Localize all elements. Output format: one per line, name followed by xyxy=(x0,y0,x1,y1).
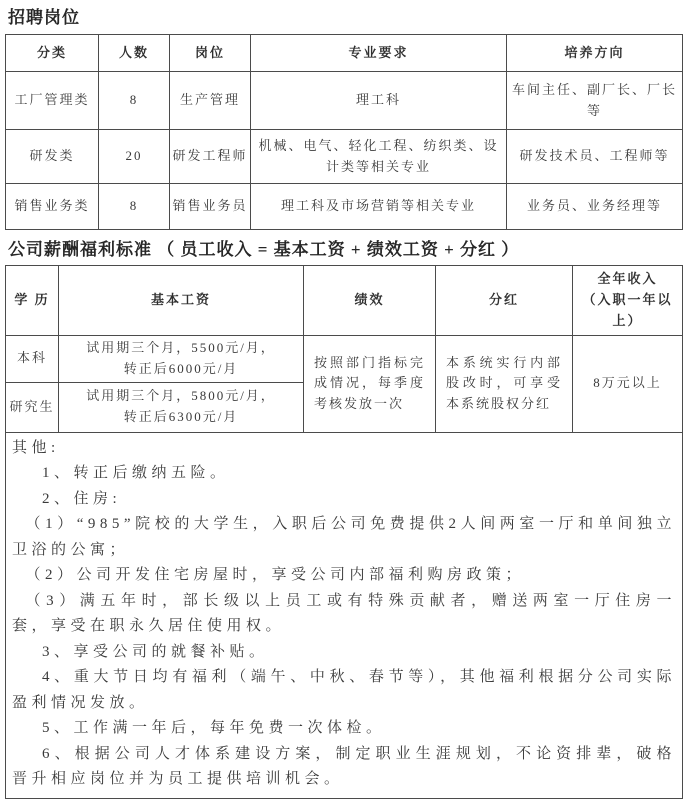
cell-category: 销售业务类 xyxy=(6,184,99,230)
cell-count: 8 xyxy=(99,72,170,130)
column-header-annual xyxy=(573,266,683,336)
column-header-degree: 学 历 xyxy=(6,266,59,336)
column-header-dividend: 分红 xyxy=(436,266,573,336)
cell-degree: 研究生 xyxy=(6,382,59,432)
annual-header-line1: 全年收入 xyxy=(597,271,658,287)
cell-major: 机械、电气、轻化工程、纺织类、设计类等相关专业 xyxy=(251,130,507,184)
others-item-1: 1、转正后缴纳五险。 xyxy=(42,465,230,482)
base-salary-line1: 试用期三个月，5800元/月， xyxy=(86,388,276,404)
cell-dividend: 本系统实行内部股改时，可享受本系统股权分红 xyxy=(436,336,573,433)
cell-major: 理工科及市场营销等相关专业 xyxy=(251,184,507,230)
table-row xyxy=(6,130,683,184)
cell-performance: 按照部门指标完成情况，每季度考核发放一次 xyxy=(304,336,436,433)
column-header-performance: 绩效 xyxy=(304,266,436,336)
cell-position: 销售业务员 xyxy=(170,184,251,230)
column-header-category: 分类 xyxy=(6,35,99,72)
others-item-2-2: （2）公司开发住宅房屋时，享受公司内部福利购房政策； xyxy=(25,567,526,584)
others-item-2-1: （1）“985”院校的大学生，入职后公司免费提供2人间两室一厅和单间独立卫浴的公寓； xyxy=(12,516,676,558)
cell-degree: 本科 xyxy=(6,336,59,383)
others-item-3: 3、享受公司的就餐补贴。 xyxy=(42,643,269,660)
others-item-4: 4、重大节日均有福利（端午、中秋、春节等），其他福利根据分公司实际盈利情况发放。 xyxy=(12,669,676,711)
cell-category: 工厂管理类 xyxy=(6,72,99,130)
base-salary-line2: 转正后6000元/月 xyxy=(123,360,239,376)
others-label: 其他: xyxy=(12,439,60,456)
section-title-salary: 公司薪酬福利标准 （ 员工收入 = 基本工资 + 绩效工资 + 分红 ） xyxy=(8,240,520,259)
table-row xyxy=(6,72,683,130)
cell-count: 8 xyxy=(99,184,170,230)
cell-annual-income: 8万元以上 xyxy=(573,336,683,433)
cell-others xyxy=(6,432,683,798)
cell-count: 20 xyxy=(99,130,170,184)
salary-table xyxy=(5,265,683,799)
cell-category: 研发类 xyxy=(6,130,99,184)
base-salary-line1: 试用期三个月，5500元/月， xyxy=(86,340,276,355)
table-row xyxy=(6,184,683,230)
page-title: 招聘岗位 xyxy=(8,8,80,27)
cell-base-salary xyxy=(59,382,304,432)
recruit-table xyxy=(5,34,683,230)
table-row xyxy=(6,336,683,383)
cell-direction: 业务员、业务经理等 xyxy=(507,184,683,230)
cell-base-salary xyxy=(59,336,304,383)
cell-direction: 研发技术员、工程师等 xyxy=(507,130,683,184)
cell-position: 研发工程师 xyxy=(170,130,251,184)
others-row xyxy=(6,432,683,798)
column-header-direction: 培养方向 xyxy=(507,35,683,72)
recruit-header-row xyxy=(6,35,683,72)
annual-header-line2: （入职一年以上） xyxy=(582,292,673,328)
cell-direction: 车间主任、副厂长、厂长等 xyxy=(507,72,683,130)
others-item-6: 6、根据公司人才体系建设方案，制定职业生涯规划，不论资排辈，破格晋升相应岗位并为员工提供培训机会。 xyxy=(12,745,676,788)
others-item-2: 2、住房: xyxy=(42,490,122,507)
cell-position: 生产管理 xyxy=(170,72,251,130)
base-salary-line2: 转正后6300元/月 xyxy=(123,409,239,425)
column-header-position: 岗位 xyxy=(170,35,251,72)
others-item-5: 5、工作满一年后，每年免费一次体检。 xyxy=(42,720,386,737)
others-item-2-3: （3）满五年时，部长级以上员工或有特殊贡献者，赠送两室一厅住房一套，享受在职永久居住使用权。 xyxy=(12,592,676,635)
salary-header-row xyxy=(6,266,683,336)
column-header-count: 人数 xyxy=(99,35,170,72)
cell-major: 理工科 xyxy=(251,72,507,130)
column-header-major: 专业要求 xyxy=(251,35,507,72)
column-header-base: 基本工资 xyxy=(59,266,304,336)
